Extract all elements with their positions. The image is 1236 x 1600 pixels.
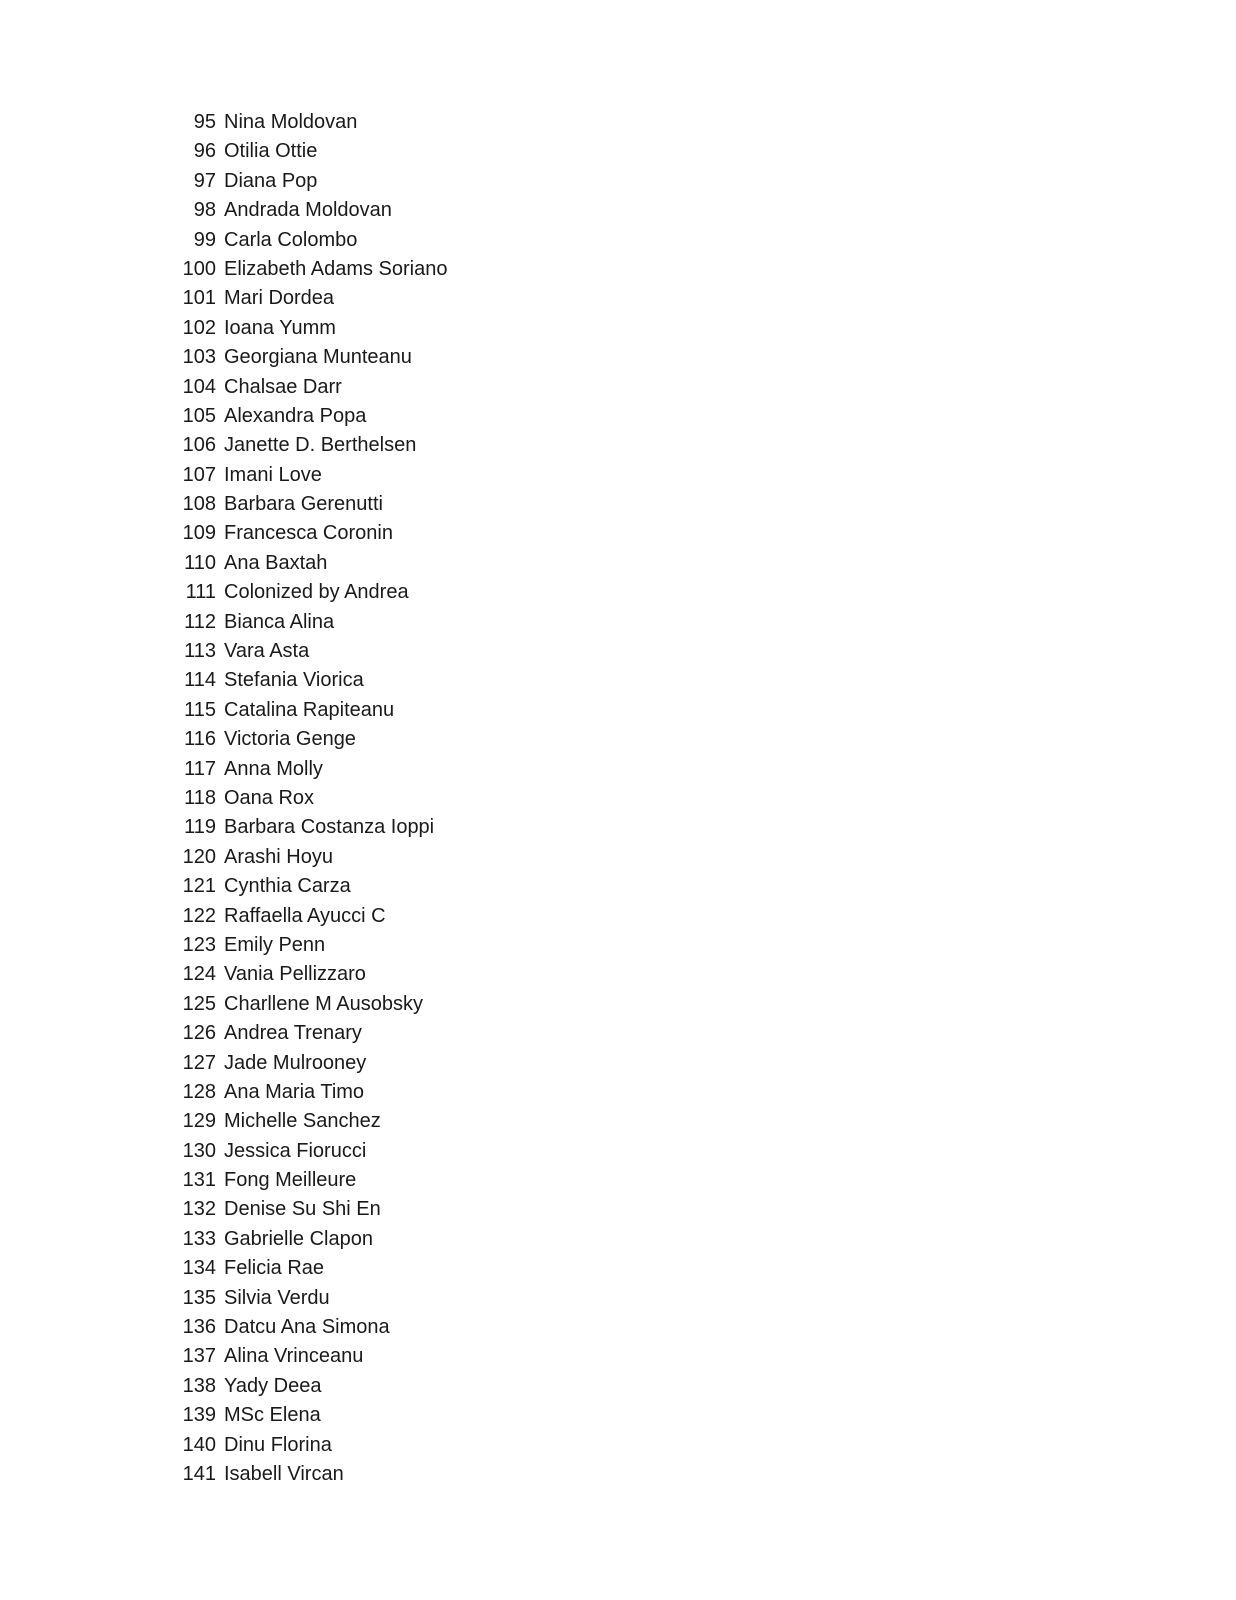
entry-number: 136 <box>182 1316 216 1339</box>
entry-number: 130 <box>182 1139 216 1162</box>
entry-number: 128 <box>182 1080 216 1103</box>
entry-number: 124 <box>182 963 216 986</box>
entry-number: 132 <box>182 1198 216 1221</box>
entry-name: Diana Pop <box>224 169 318 192</box>
list-item <box>160 843 447 872</box>
entry-name: Alina Vrinceanu <box>224 1345 364 1368</box>
entry-number: 133 <box>182 1227 216 1250</box>
entry-name: Barbara Costanza Ioppi <box>224 816 435 839</box>
entry-name: Stefania Viorica <box>224 669 364 692</box>
entry-name: Jade Mulrooney <box>224 1051 367 1074</box>
entry-number: 127 <box>182 1051 216 1074</box>
entry-number: 101 <box>182 287 216 310</box>
entry-number: 140 <box>182 1433 216 1456</box>
entry-number: 99 <box>193 228 216 251</box>
entry-name: Vara Asta <box>224 640 310 663</box>
entry-name: Francesca Coronin <box>224 522 393 545</box>
list-item <box>160 1107 447 1136</box>
list-item <box>160 902 447 931</box>
list-item <box>160 578 447 607</box>
list-item <box>160 813 447 842</box>
entry-name: Georgiana Munteanu <box>224 346 412 369</box>
list-item <box>160 1372 447 1401</box>
entry-name: Denise Su Shi En <box>224 1198 381 1221</box>
list-item <box>160 1254 447 1283</box>
entry-number: 118 <box>184 786 216 809</box>
list-item <box>160 1049 447 1078</box>
list-item <box>160 284 447 313</box>
entry-name: Felicia Rae <box>224 1257 325 1280</box>
entry-name: Ioana Yumm <box>224 316 336 339</box>
entry-number: 139 <box>182 1404 216 1427</box>
list-item <box>160 872 447 901</box>
entry-number: 104 <box>182 375 216 398</box>
list-item <box>160 1166 447 1195</box>
list-item <box>160 784 447 813</box>
entry-number: 105 <box>182 404 216 427</box>
entry-name: Catalina Rapiteanu <box>224 698 395 721</box>
list-item <box>160 608 447 637</box>
entry-number: 119 <box>184 816 216 839</box>
entry-number: 126 <box>182 1022 216 1045</box>
list-item <box>160 637 447 666</box>
list-item <box>160 519 447 548</box>
entry-name: Oana Rox <box>224 786 315 809</box>
entry-name: Colonized by Andrea <box>224 581 409 604</box>
entry-number: 115 <box>184 698 216 721</box>
entry-number: 131 <box>182 1169 216 1192</box>
entry-name: Gabrielle Clapon <box>224 1227 373 1250</box>
entry-number: 138 <box>182 1374 216 1397</box>
list-item <box>160 549 447 578</box>
list-item <box>160 725 447 754</box>
list-item <box>160 1019 447 1048</box>
entry-name: Jessica Fiorucci <box>224 1139 367 1162</box>
entry-name: Isabell Vircan <box>224 1462 344 1485</box>
entry-name: Andrada Moldovan <box>224 199 392 222</box>
numbered-name-list <box>160 108 447 1489</box>
entry-number: 108 <box>182 493 216 516</box>
list-item <box>160 226 447 255</box>
entry-number: 125 <box>182 992 216 1015</box>
entry-number: 116 <box>184 728 216 751</box>
entry-name: Emily Penn <box>224 933 326 956</box>
entry-number: 134 <box>182 1257 216 1280</box>
entry-number: 111 <box>185 581 216 604</box>
list-item <box>160 108 447 137</box>
entry-name: Vania Pellizzaro <box>224 963 366 986</box>
list-item <box>160 196 447 225</box>
entry-number: 141 <box>182 1462 216 1485</box>
entry-name: Otilia Ottie <box>224 140 318 163</box>
entry-number: 117 <box>184 757 216 780</box>
entry-name: Datcu Ana Simona <box>224 1316 390 1339</box>
entry-name: Andrea Trenary <box>224 1022 362 1045</box>
entry-name: Alexandra Popa <box>224 404 367 427</box>
entry-name: Ana Maria Timo <box>224 1080 365 1103</box>
entry-name: Bianca Alina <box>224 610 335 633</box>
entry-number: 103 <box>182 346 216 369</box>
list-item <box>160 755 447 784</box>
list-item <box>160 1431 447 1460</box>
list-item <box>160 1401 447 1430</box>
list-item <box>160 696 447 725</box>
entry-number: 102 <box>182 316 216 339</box>
list-item <box>160 666 447 695</box>
entry-name: Carla Colombo <box>224 228 358 251</box>
list-item <box>160 1137 447 1166</box>
list-item <box>160 137 447 166</box>
entry-number: 137 <box>182 1345 216 1368</box>
entry-name: Arashi Hoyu <box>224 845 333 868</box>
entry-name: Nina Moldovan <box>224 111 358 133</box>
entry-number: 120 <box>182 845 216 868</box>
list-item <box>160 1195 447 1224</box>
entry-name: Michelle Sanchez <box>224 1110 381 1133</box>
entry-name: Silvia Verdu <box>224 1286 330 1309</box>
entry-number: 109 <box>182 522 216 545</box>
entry-name: Cynthia Carza <box>224 875 351 898</box>
entry-name: Barbara Gerenutti <box>224 493 383 516</box>
list-item <box>160 431 447 460</box>
entry-number: 113 <box>184 640 216 663</box>
entry-name: MSc Elena <box>224 1404 321 1427</box>
entry-name: Charllene M Ausobsky <box>224 992 423 1015</box>
entry-number: 123 <box>182 933 216 956</box>
list-item <box>160 960 447 989</box>
entry-name: Dinu Florina <box>224 1433 332 1456</box>
entry-number: 112 <box>184 610 216 633</box>
entry-name: Raffaella Ayucci C <box>224 904 386 927</box>
list-item <box>160 1078 447 1107</box>
list-item <box>160 1225 447 1254</box>
entry-number: 107 <box>182 463 216 486</box>
list-item <box>160 1460 447 1489</box>
list-item <box>160 1284 447 1313</box>
list-item <box>160 373 447 402</box>
list-item <box>160 167 447 196</box>
entry-name: Ana Baxtah <box>224 551 328 574</box>
entry-number: 135 <box>182 1286 216 1309</box>
entry-number: 95 <box>193 111 216 133</box>
entry-number: 121 <box>182 875 216 898</box>
entry-name: Elizabeth Adams Soriano <box>224 257 448 280</box>
list-item <box>160 461 447 490</box>
entry-name: Janette D. Berthelsen <box>224 434 417 457</box>
entry-name: Imani Love <box>224 463 322 486</box>
list-item <box>160 314 447 343</box>
list-item <box>160 1313 447 1342</box>
entry-number: 97 <box>193 169 216 192</box>
list-item <box>160 490 447 519</box>
entry-name: Chalsae Darr <box>224 375 342 398</box>
list-item <box>160 255 447 284</box>
list-item <box>160 402 447 431</box>
entry-number: 110 <box>184 551 216 574</box>
list-item <box>160 931 447 960</box>
entry-number: 98 <box>193 199 216 222</box>
list-item <box>160 990 447 1019</box>
entry-name: Fong Meilleure <box>224 1169 357 1192</box>
entry-name: Anna Molly <box>224 757 323 780</box>
entry-number: 114 <box>184 669 216 692</box>
entry-number: 100 <box>182 257 216 280</box>
entry-number: 96 <box>193 140 216 163</box>
entry-number: 122 <box>182 904 216 927</box>
list-item <box>160 343 447 372</box>
entry-name: Mari Dordea <box>224 287 335 310</box>
entry-name: Victoria Genge <box>224 728 356 751</box>
list-item <box>160 1342 447 1371</box>
entry-name: Yady Deea <box>224 1374 322 1397</box>
entry-number: 129 <box>182 1110 216 1133</box>
entry-number: 106 <box>182 434 216 457</box>
